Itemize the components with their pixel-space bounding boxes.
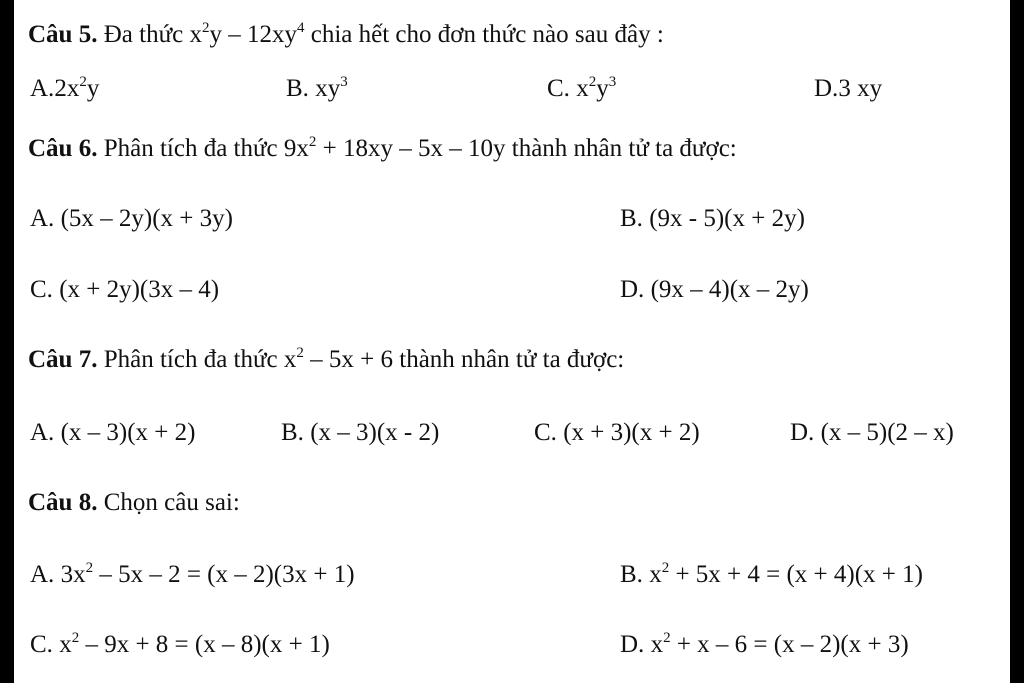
option-letter: A. [30, 205, 55, 232]
option-exp: 3 [340, 73, 348, 90]
q7-option-a[interactable] [30, 418, 195, 448]
q5-option-c[interactable] [547, 74, 616, 104]
option-letter: A. [30, 419, 55, 446]
option-letter: A. [30, 75, 55, 102]
option-exp: 2 [71, 629, 80, 646]
option-letter: A. [30, 561, 55, 588]
q7-option-d[interactable] [790, 418, 954, 448]
q6-text-b: + 18xy – 5x – 10y thành nhân tử ta được: [316, 135, 737, 162]
option-text: y [86, 75, 100, 102]
option-letter: C. [534, 419, 557, 446]
option-text: + 5x + 4 = (x + 4)(x + 1) [669, 561, 923, 588]
q5-exp-a: 2 [201, 19, 210, 36]
option-letter: C. [547, 75, 570, 102]
worksheet-page [14, 0, 1010, 683]
q5-option-b[interactable] [286, 74, 348, 104]
option-text: x [52, 631, 72, 658]
option-exp: 2 [663, 629, 671, 646]
option-text: + x – 6 = (x – 2)(x + 3) [670, 631, 909, 658]
q8-option-d[interactable] [620, 630, 909, 660]
option-letter: B. [286, 75, 309, 102]
q7-exp-a: 2 [296, 344, 304, 361]
option-text: – 5x – 2 = (x – 2)(3x + 1) [93, 561, 355, 588]
option-exp: 2 [661, 559, 670, 576]
q6-option-b[interactable] [620, 204, 805, 234]
q6-option-c[interactable] [30, 275, 219, 305]
option-letter: D. [814, 75, 839, 102]
q8-option-b[interactable] [620, 560, 923, 590]
q7-option-c[interactable] [534, 418, 700, 448]
option-letter: D. [790, 419, 815, 446]
option-letter: C. [30, 276, 53, 303]
q5-text-c: chia hết cho đơn thức nào sau đây : [304, 21, 664, 48]
question-7-label: Câu 7. [28, 346, 98, 373]
option-text: 3 xy [838, 75, 883, 102]
q6-option-d[interactable] [620, 275, 809, 305]
option-exp: 2 [85, 559, 94, 576]
option-letter: C. [30, 631, 53, 658]
question-7-stem [28, 345, 624, 375]
option-text: – 9x + 8 = (x – 8)(x + 1) [79, 631, 330, 658]
q7-text-a: Phân tích đa thức x [97, 346, 297, 373]
question-5-label: Câu 5. [28, 21, 98, 48]
question-8-stem [28, 488, 240, 518]
option-text: x [642, 561, 662, 588]
option-text: (9x - 5)(x + 2y) [642, 205, 805, 232]
option-text: (x + 2y)(3x – 4) [52, 276, 220, 303]
q6-exp-a: 2 [308, 133, 317, 150]
q5-exp-b: 4 [296, 19, 305, 36]
option-text: x [569, 75, 589, 102]
option-text: (x – 3)(x + 2) [54, 419, 196, 446]
option-text: 3x [54, 561, 86, 588]
question-8-label: Câu 8. [28, 489, 98, 516]
option-text: x [644, 631, 664, 658]
option-text: (5x – 2y)(x + 3y) [54, 205, 233, 232]
option-exp: 3 [608, 73, 617, 90]
q7-text-b: – 5x + 6 thành nhân tử ta được: [303, 346, 625, 373]
question-6-stem [28, 134, 737, 164]
q6-option-a[interactable] [30, 204, 233, 234]
question-6-label: Câu 6. [28, 135, 98, 162]
q8-option-c[interactable] [30, 630, 330, 660]
q7-option-b[interactable] [281, 418, 439, 448]
q6-text-a: Phân tích đa thức 9x [97, 135, 309, 162]
option-exp: 2 [79, 73, 87, 90]
option-letter: B. [620, 561, 643, 588]
option-text: (x + 3)(x + 2) [556, 419, 700, 446]
option-text: (x – 3)(x - 2) [303, 419, 440, 446]
question-5-stem [28, 20, 664, 50]
q5-option-a[interactable] [30, 74, 99, 104]
option-text: 2x [54, 75, 80, 102]
option-text: (9x – 4)(x – 2y) [644, 276, 809, 303]
option-text: y [596, 75, 609, 102]
option-letter: D. [620, 631, 645, 658]
option-letter: D. [620, 276, 645, 303]
q5-text-a: Đa thức x [97, 21, 202, 48]
q8-text-a: Chọn câu sai: [97, 489, 240, 516]
option-text: xy [308, 75, 341, 102]
option-text: (x – 5)(2 – x) [814, 419, 954, 446]
q5-text-b: y – 12xy [209, 21, 297, 48]
option-letter: B. [281, 419, 304, 446]
q8-option-a[interactable] [30, 560, 355, 590]
option-letter: B. [620, 205, 643, 232]
option-exp: 2 [588, 73, 597, 90]
q5-option-d[interactable] [814, 74, 882, 104]
